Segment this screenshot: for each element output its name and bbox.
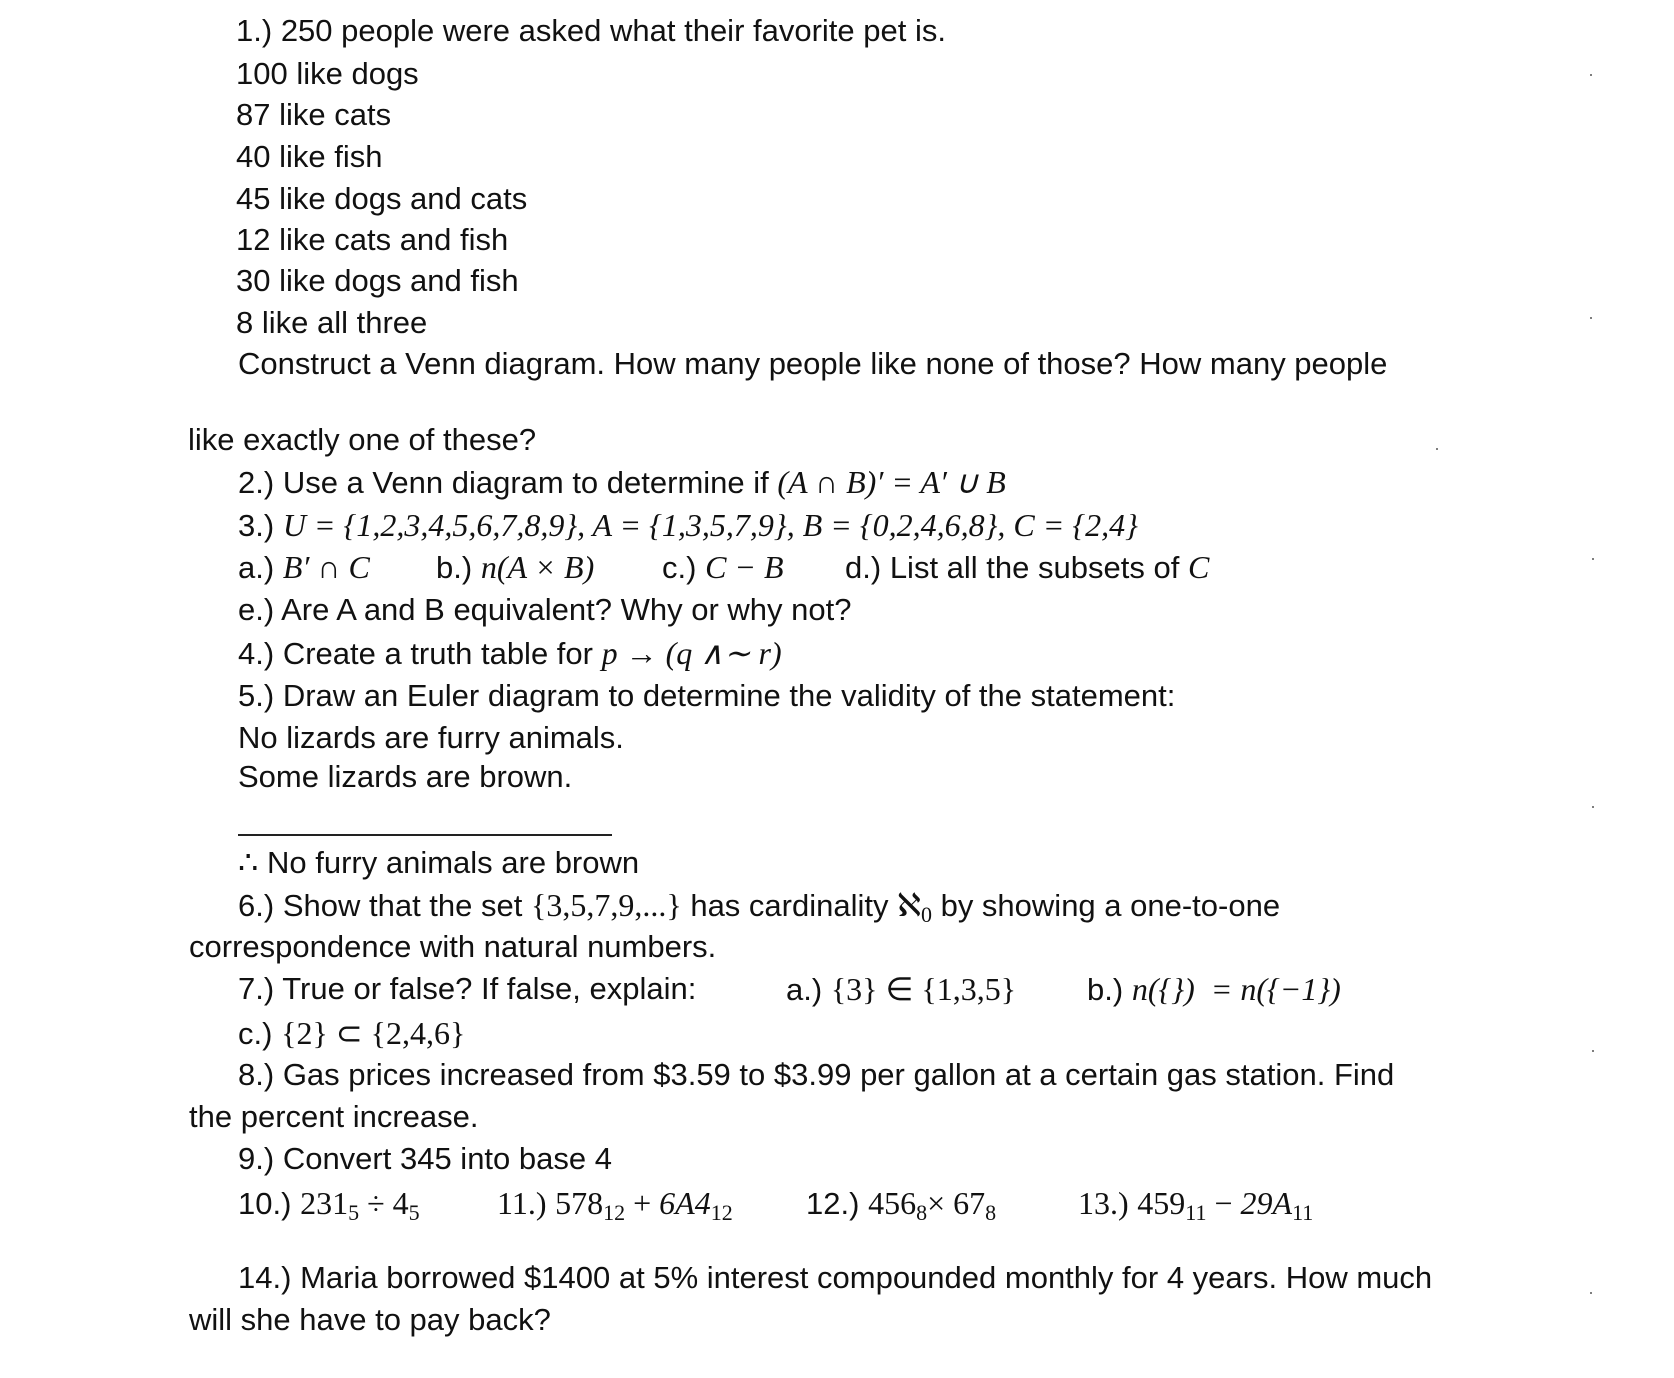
argument-divider [238,834,612,836]
part-text: Are A and B equivalent? Why or why not? [281,592,852,627]
part-label: b.) [436,550,473,585]
part-label: a.) [786,972,823,1007]
part-label: c.) [662,550,697,585]
scan-speck [1592,558,1594,560]
set-expression: n({}) = n({−1}) [1131,971,1341,1007]
question-13 [1078,1184,1313,1232]
set-expression: C − B [705,549,784,585]
conclusion [238,843,639,882]
question-7-part-b [1087,970,1341,1009]
premise-1: No lizards are furry animals. [238,720,624,755]
set-expression: B′ ∩ C [282,549,370,585]
question-12 [806,1184,996,1232]
question-2 [238,463,1006,502]
question-number: 2.) [238,465,275,500]
base-expression: $578_{12} + 6A4_{12}$ [555,1185,733,1225]
base-expression: $456_8\times 67_8$ [868,1185,997,1225]
question-3-part-d [845,548,1209,587]
question-7-part-c [238,1014,465,1053]
question-text: Show that the set [282,888,523,923]
question-5 [238,677,1175,715]
question-3 [238,506,1138,545]
question-14 [238,1259,1432,1297]
question-text: has cardinality [690,888,889,923]
set-expression: {2} ⊂ {2,4,6} [281,1015,466,1051]
premise-2: Some lizards are brown. [238,759,573,794]
question-8 [238,1056,1394,1094]
scan-speck [1590,74,1592,76]
question-number: 9.) [238,1141,275,1176]
question-number: 5.) [238,678,275,713]
question-text: 250 people were asked what their favorite pet is. [280,13,946,48]
question-number: 11.) [497,1185,547,1221]
therefore-symbol: ∴ [238,844,259,880]
question-text: Create a truth table for [282,636,593,671]
question-number: 6.) [238,888,275,923]
prompt-line: Construct a Venn diagram. How many people like none of those? How many people [238,346,1388,381]
question-number: 1.) [236,13,273,48]
question-number: 3.) [238,508,275,543]
question-4 [238,634,782,673]
question-3-part-a [238,548,370,587]
fact-line: 40 like fish [236,139,383,174]
question-number: 12.) [806,1186,860,1221]
fact-line: 45 like dogs and cats [236,181,528,216]
question-10 [238,1184,420,1232]
part-label: d.) [845,550,882,585]
scan-speck [1590,1292,1592,1294]
question-number: 14.) [238,1260,292,1295]
fact-line: 100 like dogs [236,56,419,91]
aleph-null-symbol: ℵ$_0$ [897,887,932,927]
set-definitions: U = {1,2,3,4,5,6,7,8,9}, A = {1,3,5,7,9}, B = {0,2,4,6,8}, C = {2,4} [282,507,1138,543]
question-6-continuation: correspondence with natural numbers. [189,929,717,964]
question-text: Draw an Euler diagram to determine the validity of the statement: [282,678,1176,713]
part-label: a.) [238,550,275,585]
question-14-continuation: will she have to pay back? [189,1302,551,1337]
set-variable: C [1187,549,1210,585]
scan-speck [1592,1050,1594,1052]
question-number: 10.) [238,1186,292,1221]
fact-line: 12 like cats and fish [236,222,509,257]
fact-line: 30 like dogs and fish [236,263,519,298]
question-number: 8.) [238,1057,275,1092]
question-8-continuation: the percent increase. [189,1099,479,1134]
part-label: c.) [238,1016,273,1051]
prompt-line: like exactly one of these? [188,422,537,457]
scan-speck [1590,317,1592,319]
set-expression: n(A × B) [480,549,595,585]
question-7-part-a [786,970,1016,1009]
logic-expression: p → (q ∧∼ r) [601,635,782,671]
question-number: 13.) [1078,1185,1129,1221]
set-expression: {3,5,7,9,...} [530,887,682,923]
question-text: Maria borrowed $1400 at 5% interest compounded monthly for 4 years. How much [300,1260,1433,1295]
question-text: Gas prices increased from $3.59 to $3.99 per gallon at a certain gas station. Find [282,1057,1395,1092]
base-expression: $231_5 \div 4_5$ [300,1185,420,1225]
conclusion-text: No furry animals are brown [266,845,640,880]
question-text: by showing a one-to-one [940,888,1281,923]
scan-speck [1592,806,1594,808]
base-expression: $459_{11} - 29A_{11}$ [1137,1185,1314,1225]
question-number: 7.) [238,971,275,1006]
fact-line: 87 like cats [236,97,392,132]
set-expression: (A ∩ B)′ = A′ ∪ B [777,464,1006,500]
question-3-part-e [238,591,852,629]
scan-speck [1436,448,1438,450]
question-text: Use a Venn diagram to determine if [282,465,769,500]
question-6 [238,886,1280,934]
part-text: List all the subsets of [889,550,1180,585]
question-text: Convert 345 into base 4 [282,1141,612,1176]
fact-line: 8 like all three [236,305,428,340]
set-expression: {3} ∈ {1,3,5} [830,971,1017,1007]
question-number: 4.) [238,636,275,671]
question-1 [236,12,946,50]
question-11 [497,1184,733,1232]
part-label: b.) [1087,972,1124,1007]
question-3-part-c [662,548,784,587]
question-3-part-b [436,548,594,587]
question-9 [238,1140,612,1178]
question-text: True or false? If false, explain: [282,971,697,1006]
question-7 [238,970,696,1008]
part-label: e.) [238,592,275,627]
